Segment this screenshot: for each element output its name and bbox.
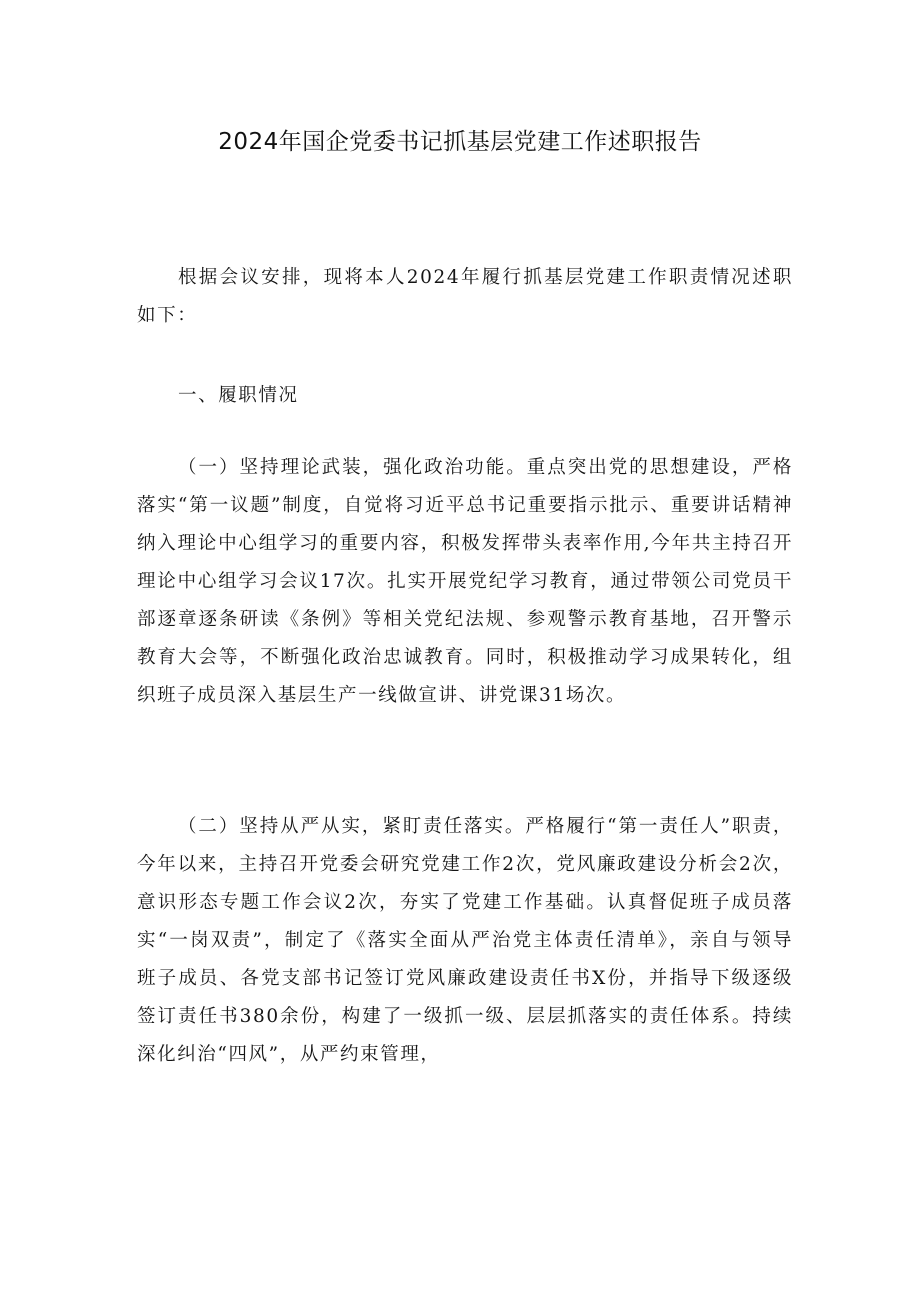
paragraph-item-one: （一）坚持理论武装，强化政治功能。重点突出党的思想建设，严格落实“第一议题”制度，自觉将习近平总书记重要指示批示、重要讲话精神纳入理论中心组学习的重要内容，积极发挥带头表率作用,今年共主持召开理论中心组学习会议17次。扎实开展党纪学习教育，通过带领公司党员干部逐章逐条研读《条例》等相关党纪法规、参观警示教育基地，召开警示教育大会等，不断强化政治忠诚教育。同时，积极推动学习成果转化，组织班子成员深入基层生产一线做宣讲、讲党课31场次。 (137, 457, 793, 706)
paragraph-item-two: （二）坚持从严从实，紧盯责任落实。严格履行“第一责任人”职责，今年以来，主持召开党委会研究党建工作2次，党风廉政建设分析会2次，意识形态专题工作会议2次，夯实了党建工作基础。认真督促班子成员落实“一岗双责”，制定了《落实全面从严治党主体责任清单》，亲自与领导班子成员、各党支部书记签订党风廉政建设责任书X份，并指导下级逐级签订责任书380余份，构建了一级抓一级、层层抓落实的责任体系。持续深化纠治“四风”，从严约束管理， (137, 816, 793, 1065)
intro-paragraph: 根据会议安排，现将本人2024年履行抓基层党建工作职责情况述职如下： (137, 267, 793, 326)
document-title: 2024年国企党委书记抓基层党建工作述职报告 (218, 129, 702, 155)
section-heading: 一、履职情况 (178, 385, 299, 406)
